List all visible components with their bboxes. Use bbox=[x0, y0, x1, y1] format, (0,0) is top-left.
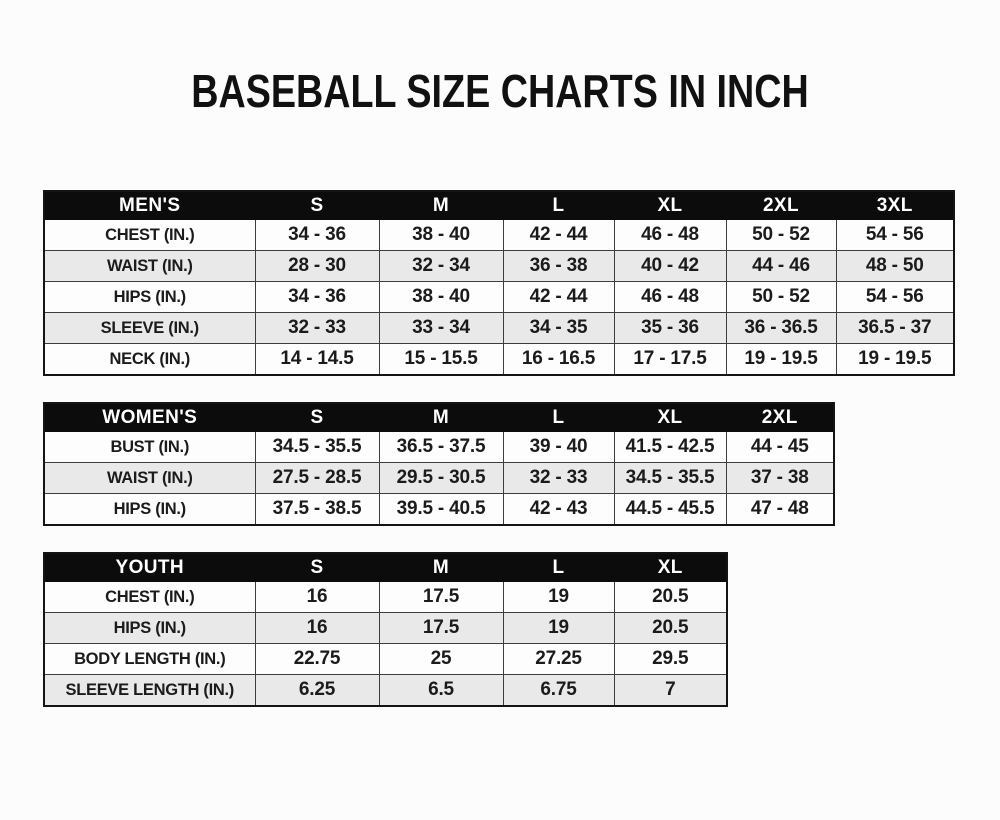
row-label: BUST (IN.) bbox=[44, 432, 255, 463]
size-value: 44 - 46 bbox=[726, 251, 836, 282]
table-row bbox=[44, 675, 727, 707]
size-value: 54 - 56 bbox=[836, 220, 954, 251]
column-header: S bbox=[255, 191, 379, 220]
table-row bbox=[44, 644, 727, 675]
size-value: 48 - 50 bbox=[836, 251, 954, 282]
row-label: BODY LENGTH (IN.) bbox=[44, 644, 255, 675]
size-value: 42 - 44 bbox=[503, 282, 614, 313]
size-value: 20.5 bbox=[614, 613, 727, 644]
column-header: M bbox=[379, 403, 503, 432]
table-row bbox=[44, 494, 834, 526]
size-value: 42 - 43 bbox=[503, 494, 614, 526]
table-title: WOMEN'S bbox=[44, 403, 255, 432]
table-row bbox=[44, 251, 954, 282]
size-value: 14 - 14.5 bbox=[255, 344, 379, 376]
table-row bbox=[44, 344, 954, 376]
table-row bbox=[44, 282, 954, 313]
size-value: 54 - 56 bbox=[836, 282, 954, 313]
column-header: 2XL bbox=[726, 191, 836, 220]
size-value: 20.5 bbox=[614, 582, 727, 613]
womens-size-table bbox=[43, 402, 835, 526]
column-header: XL bbox=[614, 191, 726, 220]
row-label: SLEEVE LENGTH (IN.) bbox=[44, 675, 255, 707]
table-title: MEN'S bbox=[44, 191, 255, 220]
size-value: 47 - 48 bbox=[726, 494, 834, 526]
size-value: 44 - 45 bbox=[726, 432, 834, 463]
size-chart-page bbox=[0, 65, 1000, 707]
size-value: 19 bbox=[503, 582, 614, 613]
row-label: HIPS (IN.) bbox=[44, 282, 255, 313]
column-header: XL bbox=[614, 403, 726, 432]
row-label: SLEEVE (IN.) bbox=[44, 313, 255, 344]
column-header: L bbox=[503, 403, 614, 432]
column-header: 3XL bbox=[836, 191, 954, 220]
size-value: 16 bbox=[255, 613, 379, 644]
size-value: 36.5 - 37.5 bbox=[379, 432, 503, 463]
size-value: 17.5 bbox=[379, 582, 503, 613]
row-label: CHEST (IN.) bbox=[44, 220, 255, 251]
size-value: 36 - 36.5 bbox=[726, 313, 836, 344]
table-title: YOUTH bbox=[44, 553, 255, 582]
size-value: 16 bbox=[255, 582, 379, 613]
size-value: 29.5 - 30.5 bbox=[379, 463, 503, 494]
size-value: 34.5 - 35.5 bbox=[255, 432, 379, 463]
column-header: L bbox=[503, 553, 614, 582]
size-value: 50 - 52 bbox=[726, 282, 836, 313]
table-row bbox=[44, 613, 727, 644]
size-value: 16 - 16.5 bbox=[503, 344, 614, 376]
size-value: 19 - 19.5 bbox=[836, 344, 954, 376]
row-label: HIPS (IN.) bbox=[44, 494, 255, 526]
size-value: 46 - 48 bbox=[614, 282, 726, 313]
row-label: WAIST (IN.) bbox=[44, 463, 255, 494]
size-value: 19 bbox=[503, 613, 614, 644]
size-value: 7 bbox=[614, 675, 727, 707]
size-value: 40 - 42 bbox=[614, 251, 726, 282]
size-value: 32 - 33 bbox=[503, 463, 614, 494]
table-row bbox=[44, 582, 727, 613]
size-value: 34.5 - 35.5 bbox=[614, 463, 726, 494]
size-value: 22.75 bbox=[255, 644, 379, 675]
size-value: 28 - 30 bbox=[255, 251, 379, 282]
size-value: 38 - 40 bbox=[379, 282, 503, 313]
size-value: 17 - 17.5 bbox=[614, 344, 726, 376]
size-value: 6.5 bbox=[379, 675, 503, 707]
size-value: 39 - 40 bbox=[503, 432, 614, 463]
size-value: 32 - 34 bbox=[379, 251, 503, 282]
column-header: S bbox=[255, 403, 379, 432]
youth-size-table bbox=[43, 552, 728, 707]
row-label: HIPS (IN.) bbox=[44, 613, 255, 644]
size-value: 36 - 38 bbox=[503, 251, 614, 282]
size-value: 39.5 - 40.5 bbox=[379, 494, 503, 526]
size-value: 27.5 - 28.5 bbox=[255, 463, 379, 494]
size-value: 44.5 - 45.5 bbox=[614, 494, 726, 526]
size-value: 37.5 - 38.5 bbox=[255, 494, 379, 526]
table-row bbox=[44, 313, 954, 344]
size-value: 37 - 38 bbox=[726, 463, 834, 494]
size-value: 50 - 52 bbox=[726, 220, 836, 251]
row-label: CHEST (IN.) bbox=[44, 582, 255, 613]
header-row bbox=[44, 191, 954, 220]
size-value: 27.25 bbox=[503, 644, 614, 675]
size-value: 34 - 36 bbox=[255, 282, 379, 313]
mens-size-table bbox=[43, 190, 955, 376]
column-header: S bbox=[255, 553, 379, 582]
size-value: 15 - 15.5 bbox=[379, 344, 503, 376]
size-value: 25 bbox=[379, 644, 503, 675]
size-value: 36.5 - 37 bbox=[836, 313, 954, 344]
row-label: NECK (IN.) bbox=[44, 344, 255, 376]
size-value: 41.5 - 42.5 bbox=[614, 432, 726, 463]
size-value: 42 - 44 bbox=[503, 220, 614, 251]
size-value: 6.75 bbox=[503, 675, 614, 707]
size-value: 32 - 33 bbox=[255, 313, 379, 344]
size-value: 46 - 48 bbox=[614, 220, 726, 251]
column-header: XL bbox=[614, 553, 727, 582]
page-title: BASEBALL SIZE CHARTS IN INCH bbox=[191, 65, 809, 117]
size-value: 33 - 34 bbox=[379, 313, 503, 344]
column-header: L bbox=[503, 191, 614, 220]
column-header: 2XL bbox=[726, 403, 834, 432]
size-value: 29.5 bbox=[614, 644, 727, 675]
table-row bbox=[44, 220, 954, 251]
table-row bbox=[44, 432, 834, 463]
size-value: 34 - 35 bbox=[503, 313, 614, 344]
table-row bbox=[44, 463, 834, 494]
size-value: 35 - 36 bbox=[614, 313, 726, 344]
size-value: 6.25 bbox=[255, 675, 379, 707]
size-value: 19 - 19.5 bbox=[726, 344, 836, 376]
column-header: M bbox=[379, 191, 503, 220]
size-value: 38 - 40 bbox=[379, 220, 503, 251]
header-row bbox=[44, 553, 727, 582]
header-row bbox=[44, 403, 834, 432]
size-value: 17.5 bbox=[379, 613, 503, 644]
column-header: M bbox=[379, 553, 503, 582]
size-value: 34 - 36 bbox=[255, 220, 379, 251]
row-label: WAIST (IN.) bbox=[44, 251, 255, 282]
